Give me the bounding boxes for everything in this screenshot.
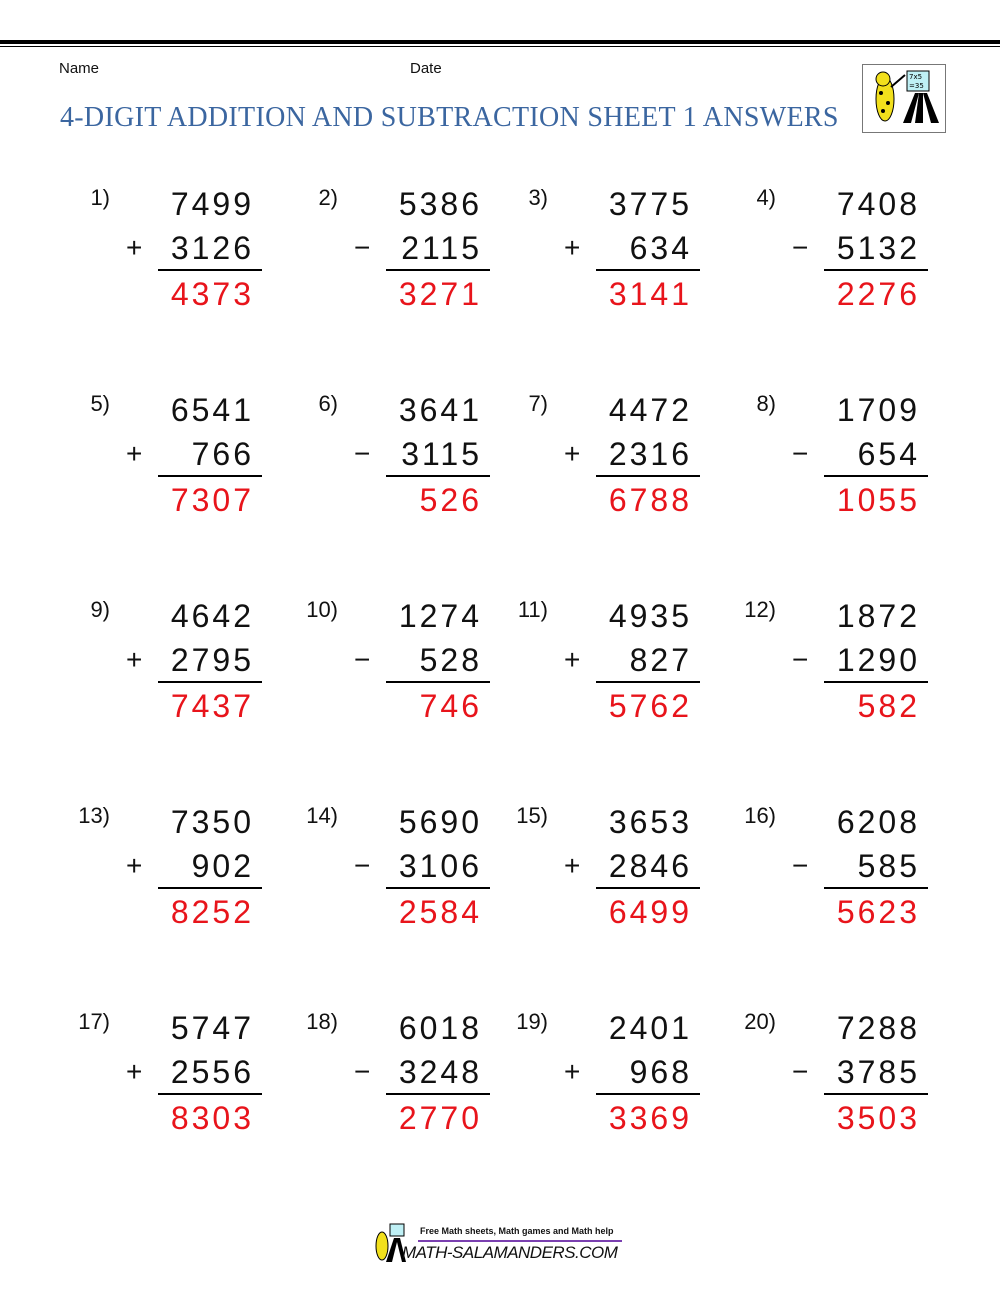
problem-5 bbox=[60, 386, 270, 526]
answer-line bbox=[824, 887, 928, 889]
second-operand: 2846 bbox=[608, 848, 692, 884]
operator-sign: − bbox=[354, 438, 371, 469]
answer: 5623 bbox=[836, 894, 920, 930]
answer: 6499 bbox=[608, 894, 692, 930]
problem-number: 1) bbox=[90, 185, 110, 210]
answer-line bbox=[158, 269, 262, 271]
operator-sign: + bbox=[564, 644, 581, 675]
second-operand: 3248 bbox=[398, 1054, 482, 1090]
first-operand: 5386 bbox=[398, 186, 482, 222]
answer-line bbox=[386, 269, 490, 271]
answer-line bbox=[596, 475, 700, 477]
operator-sign: + bbox=[126, 850, 143, 881]
problem-number: 15) bbox=[516, 803, 548, 828]
answer: 5762 bbox=[608, 688, 692, 724]
problem-20 bbox=[726, 1004, 936, 1144]
answer: 8252 bbox=[170, 894, 254, 930]
operator-sign: − bbox=[354, 232, 371, 263]
problem-number: 8) bbox=[756, 391, 776, 416]
problem-number: 10) bbox=[306, 597, 338, 622]
operator-sign: − bbox=[792, 644, 809, 675]
footer-tagline: Free Math sheets, Math games and Math help bbox=[420, 1226, 614, 1236]
first-operand: 1274 bbox=[398, 598, 482, 634]
problem-13 bbox=[60, 798, 270, 938]
answer: 3141 bbox=[608, 276, 692, 312]
operator-sign: + bbox=[126, 232, 143, 263]
second-operand: 654 bbox=[857, 436, 920, 472]
second-operand: 1290 bbox=[836, 642, 920, 678]
problem-number: 9) bbox=[90, 597, 110, 622]
answer-line bbox=[386, 887, 490, 889]
first-operand: 4472 bbox=[608, 392, 692, 428]
first-operand: 4935 bbox=[608, 598, 692, 634]
first-operand: 6541 bbox=[170, 392, 254, 428]
first-operand: 7408 bbox=[836, 186, 920, 222]
first-operand: 4642 bbox=[170, 598, 254, 634]
operator-sign: + bbox=[126, 644, 143, 675]
problem-number: 17) bbox=[78, 1009, 110, 1034]
answer: 6788 bbox=[608, 482, 692, 518]
problem-18 bbox=[288, 1004, 498, 1144]
problem-number: 4) bbox=[756, 185, 776, 210]
answer: 582 bbox=[857, 688, 920, 724]
answer: 1055 bbox=[836, 482, 920, 518]
problem-12 bbox=[726, 592, 936, 732]
problem-number: 12) bbox=[744, 597, 776, 622]
answer-line bbox=[158, 1093, 262, 1095]
problem-1 bbox=[60, 180, 270, 320]
problem-number: 16) bbox=[744, 803, 776, 828]
problem-14 bbox=[288, 798, 498, 938]
problem-6 bbox=[288, 386, 498, 526]
second-operand: 902 bbox=[191, 848, 254, 884]
problem-15 bbox=[498, 798, 708, 938]
problem-number: 7) bbox=[528, 391, 548, 416]
second-operand: 585 bbox=[857, 848, 920, 884]
top-rule-thin bbox=[0, 46, 1000, 47]
operator-sign: − bbox=[792, 438, 809, 469]
answer: 7437 bbox=[170, 688, 254, 724]
footer-site-name: MATH-SALAMANDERS.COM bbox=[402, 1243, 618, 1262]
first-operand: 3641 bbox=[398, 392, 482, 428]
second-operand: 2316 bbox=[608, 436, 692, 472]
second-operand: 3126 bbox=[170, 230, 254, 266]
problem-16 bbox=[726, 798, 936, 938]
operator-sign: + bbox=[564, 438, 581, 469]
operator-sign: + bbox=[126, 1056, 143, 1087]
date-label: Date bbox=[410, 60, 442, 77]
problem-number: 6) bbox=[318, 391, 338, 416]
answer: 2276 bbox=[836, 276, 920, 312]
first-operand: 7288 bbox=[836, 1010, 920, 1046]
answer: 7307 bbox=[170, 482, 254, 518]
operator-sign: + bbox=[564, 850, 581, 881]
operator-sign: − bbox=[354, 850, 371, 881]
problem-3 bbox=[498, 180, 708, 320]
problem-10 bbox=[288, 592, 498, 732]
problem-8 bbox=[726, 386, 936, 526]
problem-number: 2) bbox=[318, 185, 338, 210]
second-operand: 634 bbox=[629, 230, 692, 266]
answer: 2584 bbox=[398, 894, 482, 930]
first-operand: 7350 bbox=[170, 804, 254, 840]
problem-number: 13) bbox=[78, 803, 110, 828]
second-operand: 3785 bbox=[836, 1054, 920, 1090]
answer: 526 bbox=[419, 482, 482, 518]
problem-number: 19) bbox=[516, 1009, 548, 1034]
problem-2 bbox=[288, 180, 498, 320]
first-operand: 6208 bbox=[836, 804, 920, 840]
operator-sign: − bbox=[792, 1056, 809, 1087]
answer: 2770 bbox=[398, 1100, 482, 1136]
answer: 746 bbox=[419, 688, 482, 724]
problem-19 bbox=[498, 1004, 708, 1144]
second-operand: 2795 bbox=[170, 642, 254, 678]
answer: 8303 bbox=[170, 1100, 254, 1136]
operator-sign: + bbox=[564, 1056, 581, 1087]
answer-line bbox=[386, 681, 490, 683]
answer-line bbox=[824, 1093, 928, 1095]
answer-line bbox=[824, 269, 928, 271]
first-operand: 5747 bbox=[170, 1010, 254, 1046]
problem-number: 5) bbox=[90, 391, 110, 416]
first-operand: 3653 bbox=[608, 804, 692, 840]
answer-line bbox=[158, 681, 262, 683]
answer-line bbox=[386, 475, 490, 477]
operator-sign: + bbox=[126, 438, 143, 469]
answer-line bbox=[824, 681, 928, 683]
problem-11 bbox=[498, 592, 708, 732]
problem-9 bbox=[60, 592, 270, 732]
page-title: 4-DIGIT ADDITION AND SUBTRACTION SHEET 1 ANSWERS bbox=[60, 102, 839, 133]
answer-line bbox=[596, 681, 700, 683]
top-rule bbox=[0, 40, 1000, 44]
salamander-logo-icon bbox=[862, 64, 946, 133]
operator-sign: − bbox=[354, 1056, 371, 1087]
problem-number: 20) bbox=[744, 1009, 776, 1034]
operator-sign: − bbox=[792, 232, 809, 263]
second-operand: 3106 bbox=[398, 848, 482, 884]
answer: 3369 bbox=[608, 1100, 692, 1136]
first-operand: 5690 bbox=[398, 804, 482, 840]
problem-number: 11) bbox=[517, 597, 548, 622]
first-operand: 6018 bbox=[398, 1010, 482, 1046]
second-operand: 2115 bbox=[401, 230, 482, 266]
answer-line bbox=[824, 475, 928, 477]
svg-text:7x5: 7x5 bbox=[909, 73, 923, 81]
second-operand: 968 bbox=[629, 1054, 692, 1090]
answer: 4373 bbox=[170, 276, 254, 312]
first-operand: 1709 bbox=[836, 392, 920, 428]
answer-line bbox=[596, 269, 700, 271]
problem-17 bbox=[60, 1004, 270, 1144]
problem-number: 14) bbox=[306, 803, 338, 828]
answer: 3503 bbox=[836, 1100, 920, 1136]
problem-number: 3) bbox=[528, 185, 548, 210]
operator-sign: + bbox=[564, 232, 581, 263]
problem-4 bbox=[726, 180, 936, 320]
answer-line bbox=[596, 887, 700, 889]
second-operand: 2556 bbox=[170, 1054, 254, 1090]
problem-number: 18) bbox=[306, 1009, 338, 1034]
operator-sign: − bbox=[792, 850, 809, 881]
first-operand: 3775 bbox=[608, 186, 692, 222]
answer-line bbox=[596, 1093, 700, 1095]
second-operand: 3115 bbox=[401, 436, 482, 472]
svg-text:=35: =35 bbox=[909, 82, 924, 90]
answer-line bbox=[386, 1093, 490, 1095]
footer-logo bbox=[372, 1222, 628, 1264]
second-operand: 827 bbox=[629, 642, 692, 678]
second-operand: 5132 bbox=[836, 230, 920, 266]
first-operand: 7499 bbox=[170, 186, 254, 222]
name-label: Name bbox=[59, 60, 100, 77]
first-operand: 2401 bbox=[608, 1010, 692, 1046]
operator-sign: − bbox=[354, 644, 371, 675]
second-operand: 766 bbox=[191, 436, 254, 472]
footer-divider bbox=[418, 1240, 622, 1242]
problem-7 bbox=[498, 386, 708, 526]
second-operand: 528 bbox=[419, 642, 482, 678]
footer-salamander-icon bbox=[372, 1222, 406, 1264]
answer-line bbox=[158, 887, 262, 889]
answer: 3271 bbox=[398, 276, 482, 312]
answer-line bbox=[158, 475, 262, 477]
first-operand: 1872 bbox=[836, 598, 920, 634]
